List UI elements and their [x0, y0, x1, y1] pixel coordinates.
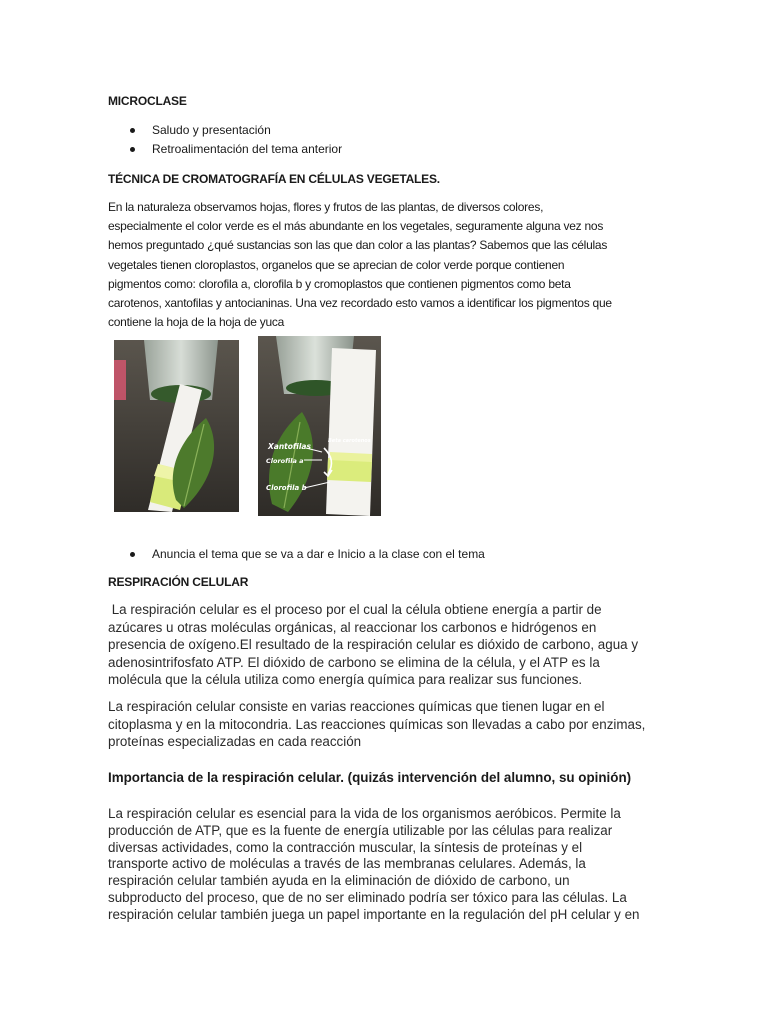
- text-line: proteínas especializadas en cada reacción: [108, 734, 362, 750]
- text-line: La respiración celular es esencial para la vida de los organismos aeróbicos. Permite la: [108, 806, 621, 821]
- importancia-paragraph: [108, 806, 664, 924]
- text-line: contiene la hoja de la hoja de yuca: [108, 315, 285, 330]
- text-line: adenosintrifosfato ATP. El dióxido de carbono se elimina de la célula, y el ATP es la: [108, 654, 600, 670]
- bullet-icon: [130, 147, 135, 152]
- chromatography-photo-1: [114, 340, 239, 512]
- text-line: azúcares u otras moléculas orgánicas, al reaccionar los carbonos e hidrógenos en: [108, 619, 597, 635]
- label-clorofila-a: Clorofila a: [266, 457, 304, 465]
- list-item: [130, 545, 485, 564]
- text-line: vegetales tienen cloroplastos, organelos que se aprecian de color verde porque contienen: [108, 257, 565, 272]
- respiracion-paragraph-2: [108, 698, 664, 751]
- list-item: [130, 140, 342, 159]
- anuncio-list: [130, 545, 485, 564]
- text-line: La respiración celular consiste en varias reacciones químicas que tienen lugar en el: [108, 699, 605, 714]
- text-line: carotenos, xantofilas y antocianinas. Una vez recordado esto vamos a identificar los pigmentos que: [108, 296, 612, 311]
- text-line: hemos preguntado ¿qué sustancias son las que dan color a las plantas? Sabemos que las células: [108, 238, 608, 253]
- label-beta-carotenos: Beta carotenos: [328, 438, 371, 444]
- text-line: respiración celular también juega un papel importante en la regulación del pH celular y en: [108, 906, 640, 922]
- list-item-text: Saludo y presentación: [152, 123, 271, 137]
- chromatography-photo-2: [258, 336, 381, 516]
- microclase-heading: MICROCLASE: [108, 94, 187, 108]
- intro-paragraph: [108, 198, 668, 332]
- text-line: diversas actividades, como la contracción muscular, la síntesis de proteínas y el: [108, 839, 583, 855]
- text-line: subproducto del proceso, que de no ser eliminado podría ser tóxico para las células. La: [108, 889, 627, 905]
- text-line: citoplasma y en la mitocondria. Las reacciones químicas son llevadas a cabo por enzimas,: [108, 716, 646, 732]
- text-line: transporte activo de moléculas a través de las membranas celulares. Además, la: [108, 856, 586, 872]
- text-line: pigmentos como: clorofila a, clorofila b y cromoplastos que contienen pigmentos como beta: [108, 276, 571, 291]
- text-line: presencia de oxígeno.El resultado de la respiración celular es dióxido de carbono, agua y: [108, 637, 639, 653]
- text-line: En la naturaleza observamos hojas, flores y frutos de las plantas, de diversos colores,: [108, 200, 544, 214]
- microclase-list: [130, 121, 342, 159]
- text-line: respiración celular también ayuda en la eliminación de dióxido de carbono, un: [108, 873, 570, 889]
- text-line: especialmente el color verde es el más abundante en los vegetales, seguramente alguna vez nos: [108, 219, 604, 234]
- bullet-icon: [130, 128, 135, 133]
- text-line: molécula que la célula utiliza como energía química para realizar sus funciones.: [108, 672, 583, 688]
- text-line: producción de ATP, que es la fuente de energía utilizable por las células para realizar: [108, 822, 613, 838]
- list-item: [130, 121, 342, 140]
- bullet-icon: [130, 552, 135, 557]
- respiracion-paragraph-1: [108, 601, 664, 689]
- importancia-title: Importancia de la respiración celular. (quizás intervención del alumno, su opinión): [108, 770, 632, 785]
- respiracion-heading: RESPIRACIÓN CELULAR: [108, 575, 249, 589]
- label-xantofilas: Xantofilas: [268, 442, 311, 451]
- list-item-text: Retroalimentación del tema anterior: [152, 142, 343, 156]
- label-clorofila-b: Clorofila b: [266, 484, 307, 492]
- text-line: La respiración celular es el proceso por el cual la célula obtiene energía a partir de: [108, 602, 602, 617]
- list-item-text: Anuncia el tema que se va a dar e Inicio a la clase con el tema: [152, 547, 485, 561]
- tecnica-heading: TÉCNICA DE CROMATOGRAFÍA EN CÉLULAS VEGETALES.: [108, 172, 440, 186]
